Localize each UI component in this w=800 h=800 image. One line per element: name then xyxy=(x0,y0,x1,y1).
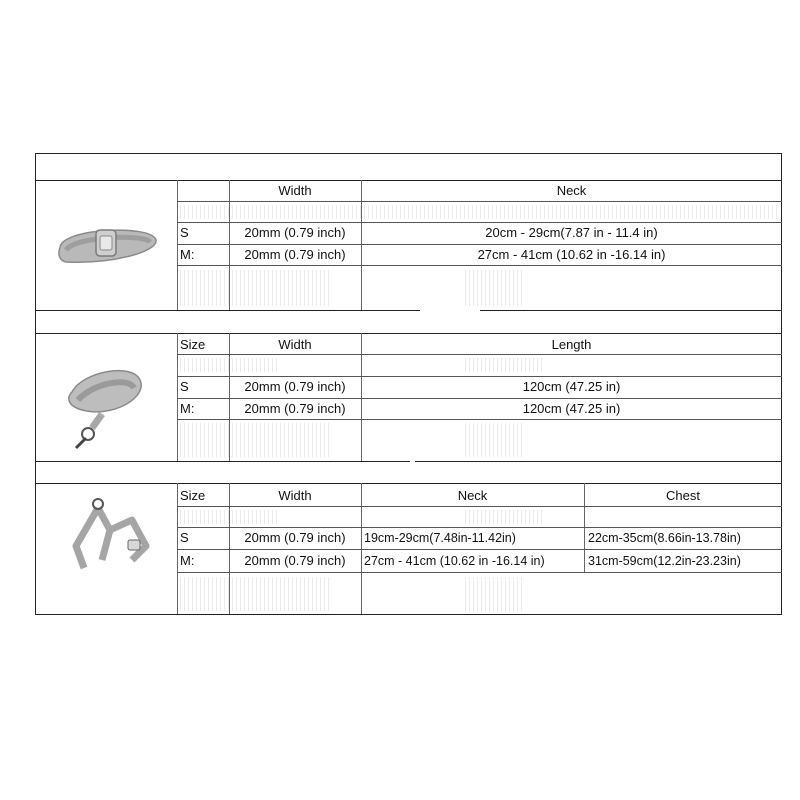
row-divider xyxy=(177,549,782,550)
width-cell: 20mm (0.79 inch) xyxy=(244,401,346,416)
row-divider xyxy=(177,354,782,355)
section-divider xyxy=(35,461,410,462)
row-divider xyxy=(177,265,782,266)
col-divider xyxy=(361,180,362,310)
header-chest: Chest xyxy=(666,488,700,503)
width-cell: 20mm (0.79 inch) xyxy=(244,530,346,545)
chest-cell: 22cm-35cm(8.66in-13.78in) xyxy=(588,531,741,545)
faded-row xyxy=(465,510,545,524)
faded-row xyxy=(180,423,330,457)
size-cell: M: xyxy=(180,553,195,568)
row-divider xyxy=(177,419,782,420)
row-divider xyxy=(177,527,782,528)
section-divider xyxy=(35,310,420,311)
faded-row xyxy=(465,577,525,611)
size-cell: S xyxy=(180,379,189,394)
size-cell: M: xyxy=(180,401,195,416)
width-cell: 20mm (0.79 inch) xyxy=(244,247,346,262)
header-width: Width xyxy=(278,488,312,503)
faded-row xyxy=(180,205,778,219)
dog-leash-icon xyxy=(62,362,152,457)
size-cell: M: xyxy=(180,247,195,262)
header-neck: Neck xyxy=(457,488,488,503)
neck-cell: 27cm - 41cm (10.62 in -16.14 in) xyxy=(364,554,545,568)
faded-row xyxy=(180,510,280,524)
width-cell: 20mm (0.79 inch) xyxy=(244,225,346,240)
section-divider xyxy=(35,180,782,181)
row-divider xyxy=(177,398,782,399)
width-cell: 20mm (0.79 inch) xyxy=(244,379,346,394)
section-divider xyxy=(35,333,782,334)
header-size: Size xyxy=(180,337,206,352)
faded-row xyxy=(180,270,330,306)
row-divider xyxy=(177,244,782,245)
faded-row xyxy=(465,423,525,457)
frame-bottom-border xyxy=(35,614,782,615)
width-cell: 20mm (0.79 inch) xyxy=(244,553,346,568)
faded-row xyxy=(465,270,525,306)
header-width: Width xyxy=(278,337,312,352)
row-divider xyxy=(177,376,782,377)
row-divider xyxy=(177,222,782,223)
header-neck: Neck xyxy=(556,183,587,198)
section-divider xyxy=(415,461,782,462)
faded-row xyxy=(465,358,545,372)
frame-top-border xyxy=(35,153,782,154)
col-divider xyxy=(177,180,178,310)
neck-cell: 27cm - 41cm (10.62 in -16.14 in) xyxy=(477,247,666,262)
section-divider xyxy=(480,310,782,311)
row-divider xyxy=(177,201,782,202)
length-cell: 120cm (47.25 in) xyxy=(522,401,621,416)
dog-harness-icon xyxy=(62,490,162,595)
col-divider xyxy=(177,333,178,461)
size-cell: S xyxy=(180,225,189,240)
header-width: Width xyxy=(278,183,312,198)
faded-row xyxy=(180,577,330,611)
neck-cell: 19cm-29cm(7.48in-11.42in) xyxy=(364,531,516,545)
section-divider xyxy=(35,483,782,484)
row-divider xyxy=(177,572,782,573)
chest-cell: 31cm-59cm(12.2in-23.23in) xyxy=(588,554,741,568)
header-size: Size xyxy=(180,488,206,503)
header-length: Length xyxy=(551,337,592,352)
neck-cell: 20cm - 29cm(7.87 in - 11.4 in) xyxy=(485,225,658,240)
col-divider xyxy=(361,333,362,461)
size-cell: S xyxy=(180,530,189,545)
row-divider xyxy=(177,506,782,507)
length-cell: 120cm (47.25 in) xyxy=(522,379,621,394)
dog-collar-icon xyxy=(52,208,162,283)
frame-left-border xyxy=(35,153,36,615)
faded-row xyxy=(180,358,280,372)
